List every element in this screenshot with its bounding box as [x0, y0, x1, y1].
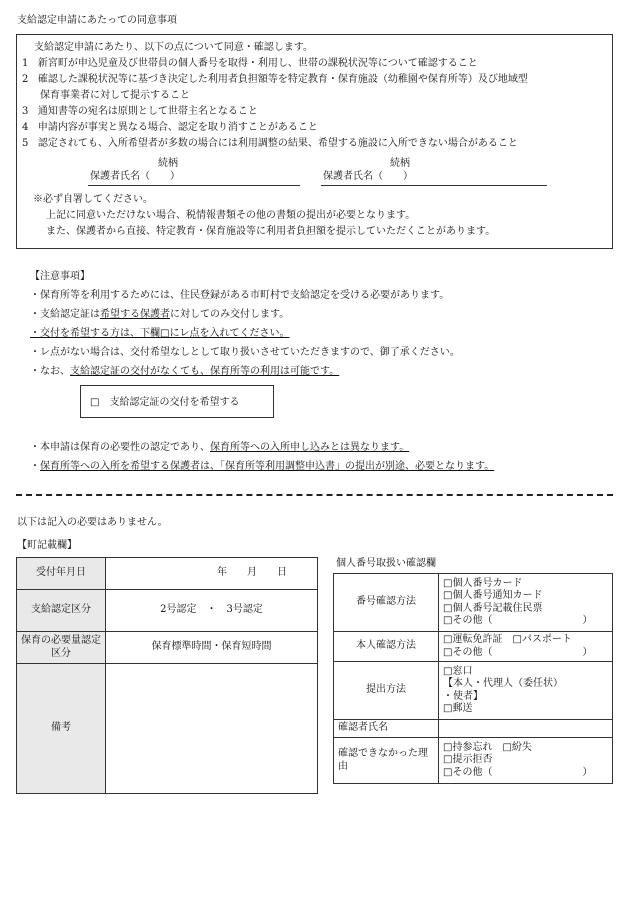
consent-note-2: 上記に同意いただけない場合、税情報書類その他の書類の提出が必要となります。: [46, 210, 416, 221]
caution-line-6: ・本申請は保育の必要性の認定であり、保育所等への入所申し込みとは異なります。: [30, 442, 410, 453]
option-agent: 【本人・代理人（委任状）: [443, 678, 563, 689]
caution-line-7: ・保育所等への入所を希望する保護者は、「保育所等利用調整申込書」の提出が別途、必要となります。: [30, 461, 495, 472]
consent-item-3: 3 通知書等の宛名は原則として世帯主名となること: [22, 106, 258, 117]
care-hours-value[interactable]: 保育標準時間・保育短時間: [106, 632, 318, 664]
checker-name-value[interactable]: [439, 720, 613, 738]
option-mynumber-card[interactable]: □個人番号カード: [443, 577, 523, 589]
remarks-label: 備考: [17, 664, 106, 794]
sig1-relation-label: 続柄: [158, 158, 178, 169]
unverified-reason-options: [439, 738, 613, 784]
cautions-title: 【注意事項】: [30, 271, 90, 282]
submission-method-options: [439, 662, 613, 720]
option-notice-card[interactable]: □個人番号通知カード: [443, 590, 543, 601]
sig1-line[interactable]: [88, 185, 300, 186]
number-check-options: [439, 574, 613, 632]
cut-line: [16, 494, 613, 496]
caution-line-3: ・交付を希望する方は、下欄□にレ点を入れてください。: [30, 328, 290, 339]
consent-item-2-cont: 保育事業者に対して提示すること: [40, 90, 190, 101]
certification-type-value[interactable]: 2号認定 ・ 3号認定: [106, 590, 318, 632]
caution-line-4: ・レ点がない場合は、交付希望なしとして取り扱いさせていただきますので、御了承ください。: [30, 347, 460, 358]
option-other-3[interactable]: □その他（ ）: [443, 766, 593, 778]
sig2-relation-label: 続柄: [390, 158, 410, 169]
sig2-name-label: 保護者氏名（ ）: [323, 171, 413, 182]
option-resident-record[interactable]: □個人番号記載住民票: [443, 602, 543, 614]
office-title: 【町記載欄】: [17, 540, 77, 551]
office-notice: 以下は記入の必要はありません。: [17, 517, 168, 528]
idcheck-table: [333, 573, 613, 784]
consent-item-1: 1 新宮町が申込児童及び世帯員の個人番号を取得・利用し、世帯の課税状況等について確認すること: [22, 58, 478, 69]
option-counter[interactable]: □窓口: [443, 665, 473, 677]
consent-note-3: また、保護者から直接、特定教育・保育施設等に利用者負担額を提示していただくことがあります。: [46, 226, 496, 237]
sig1-name-label: 保護者氏名（ ）: [90, 171, 180, 182]
receipt-date-value[interactable]: 年 月 日: [106, 558, 318, 590]
option-mail[interactable]: □郵送: [443, 703, 473, 714]
consent-item-2: 2 確認した課税状況等に基づき決定した利用者負担額等を特定教育・保育施設（幼稚園や保育所等）及び地域型: [22, 74, 528, 85]
remarks-value[interactable]: [106, 664, 318, 794]
consent-item-4: 4 申請内容が事実と異なる場合、認定を取り消すことがあること: [22, 122, 318, 133]
care-hours-label: 保育の必要量認定区分: [17, 632, 106, 664]
unverified-reason-label: 確認できなかった理由: [334, 738, 439, 784]
caution-line-5: ・なお、支給認定証の交付がなくても、保育所等の利用は可能です。: [30, 366, 340, 377]
identity-check-label: 本人確認方法: [334, 632, 439, 662]
consent-note-1: ※必ず自署してください。: [33, 194, 153, 205]
receipt-date-label: 受付年月日: [17, 558, 106, 590]
option-other-1[interactable]: □その他（ ）: [443, 615, 593, 626]
submission-method-label: 提出方法: [334, 662, 439, 720]
page-title: 支給認定申請にあたっての同意事項: [17, 15, 177, 26]
identity-check-options: [439, 632, 613, 662]
checker-name-label: 確認者氏名: [334, 720, 439, 738]
option-messenger: ・使者】: [443, 690, 483, 702]
sig2-line[interactable]: [321, 185, 547, 186]
idcheck-title: 個人番号取扱い確認欄: [336, 558, 436, 569]
number-check-label: 番号確認方法: [334, 574, 439, 632]
office-table: [16, 557, 318, 794]
caution-line-1: ・保育所等を利用するためには、住民登録がある市町村で支給認定を受ける必要があります。: [30, 290, 450, 301]
option-refused[interactable]: □提示拒否: [443, 754, 493, 766]
option-license-passport[interactable]: □運転免許証 □パスポート: [443, 634, 572, 645]
option-forgot-lost[interactable]: □持参忘れ □紛失: [443, 741, 532, 753]
caution-line-2: ・支給認定証は希望する保護者に対してのみ交付します。: [30, 309, 290, 320]
consent-item-5: 5 認定されても、入所希望者が多数の場合には利用調整の結果、希望する施設に入所できない場合があること: [22, 138, 518, 149]
certification-type-label: 支給認定区分: [17, 590, 106, 632]
consent-intro: 支給認定申請にあたり、以下の点について同意・確認します。: [34, 42, 313, 53]
issue-request-checkbox[interactable]: □ 支給認定証の交付を希望する: [90, 397, 240, 408]
option-other-2[interactable]: □その他（ ）: [443, 646, 593, 658]
